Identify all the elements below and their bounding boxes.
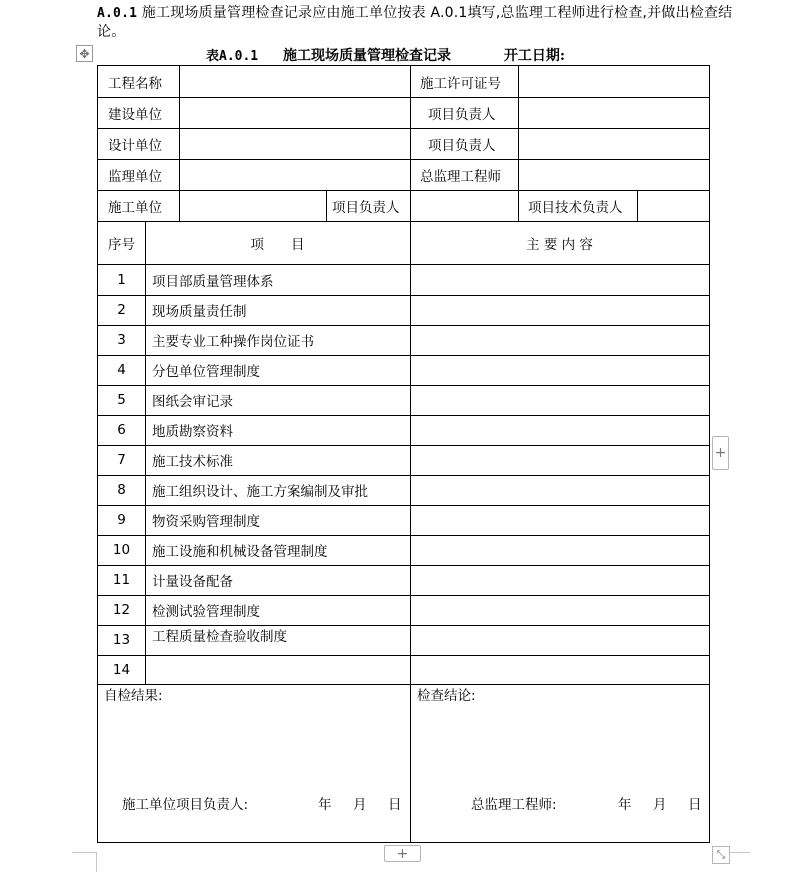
self-check-label: 自检结果: [104,688,163,704]
row-item: 现场质量责任制 [152,304,247,320]
review-signer: 总监理工程师: [471,797,557,813]
label-supervisor: 监理单位 [108,168,162,185]
row-no: 3 [117,332,126,348]
col-line [518,66,519,190]
row-no: 2 [117,302,126,318]
label-designer: 设计单位 [108,137,162,154]
row-no: 4 [117,362,126,378]
margin-corner-mark [730,852,750,853]
row-no: 9 [117,512,126,528]
row-line [98,655,709,656]
plus-icon: + [714,445,727,461]
row-no: 13 [112,632,131,648]
intro-text: 施工现场质量管理检查记录应由施工单位按表 A.0.1填写,总监理工程师进行检查,并做出检查结论。 [97,5,733,40]
row-no: 7 [117,452,126,468]
row-item: 项目部质量管理体系 [152,273,274,290]
label-tech-leader: 项目技术负责人 [528,199,623,216]
margin-corner-mark [72,852,96,853]
add-column-button[interactable] [712,436,729,470]
review-day: 日 [688,797,702,813]
review-year: 年 [618,797,632,813]
row-no: 12 [112,602,131,618]
row-item: 检测试验管理制度 [152,604,260,620]
self-check-month: 月 [353,797,367,813]
row-no: 14 [112,661,131,678]
row-line [98,159,709,160]
row-line [98,97,709,98]
row-item: 主要专业工种操作岗位证书 [152,334,314,350]
self-check-year: 年 [318,797,332,813]
caption-code: 表A.0.1 [206,49,259,64]
review-month: 月 [653,797,667,813]
col-line [145,221,146,684]
header-no: 序号 [108,236,135,253]
col-line [326,190,327,221]
header-item: 项 目 [250,236,305,253]
row-no: 11 [112,572,131,588]
label-project-name: 工程名称 [108,75,162,92]
caption-start-date: 开工日期: [503,48,566,64]
row-item: 分包单位管理制度 [152,364,260,380]
row-no: 8 [117,482,126,498]
quality-check-table [97,65,710,843]
intro-code: A.0.1 [97,6,138,21]
label-owner-leader: 项目负责人 [428,106,496,123]
plus-icon: + [396,845,409,862]
header-content: 主 要 内 容 [526,236,593,253]
table-resize-icon[interactable]: ⤡ [712,846,730,864]
label-owner: 建设单位 [108,106,162,123]
col-line [179,66,180,221]
label-chief-supervisor: 总监理工程师 [420,168,501,185]
table-caption [206,45,565,65]
intro-paragraph [97,4,737,42]
row-line [98,684,709,685]
review-label: 检查结论: [417,688,476,704]
row-no: 10 [112,542,131,558]
add-row-button[interactable] [384,845,421,862]
row-line [98,128,709,129]
label-contractor-leader: 项目负责人 [332,199,400,216]
col-line [518,190,519,221]
row-no: 6 [117,422,126,438]
row-item: 工程质量检查验收制度 [152,629,287,645]
row-item: 物资采购管理制度 [152,514,260,530]
table-move-icon[interactable]: ✥ [76,45,93,62]
row-item: 计量设备配备 [152,574,233,590]
label-designer-leader: 项目负责人 [428,137,496,154]
label-permit: 施工许可证号 [420,75,501,92]
margin-corner-mark [96,852,97,872]
row-no: 5 [117,392,126,408]
label-contractor: 施工单位 [108,199,162,216]
row-item: 图纸会审记录 [152,394,233,410]
row-item: 地质勘察资料 [152,424,233,440]
col-line [637,190,638,221]
self-check-day: 日 [388,797,402,813]
caption-title: 施工现场质量管理检查记录 [283,48,452,64]
col-line [410,66,411,221]
self-check-signer: 施工单位项目负责人: [122,797,249,813]
col-line [410,221,411,842]
row-item: 施工组织设计、施工方案编制及审批 [152,484,368,500]
row-no: 1 [117,271,126,288]
row-item: 施工技术标准 [152,454,233,470]
row-item: 施工设施和机械设备管理制度 [152,544,328,560]
